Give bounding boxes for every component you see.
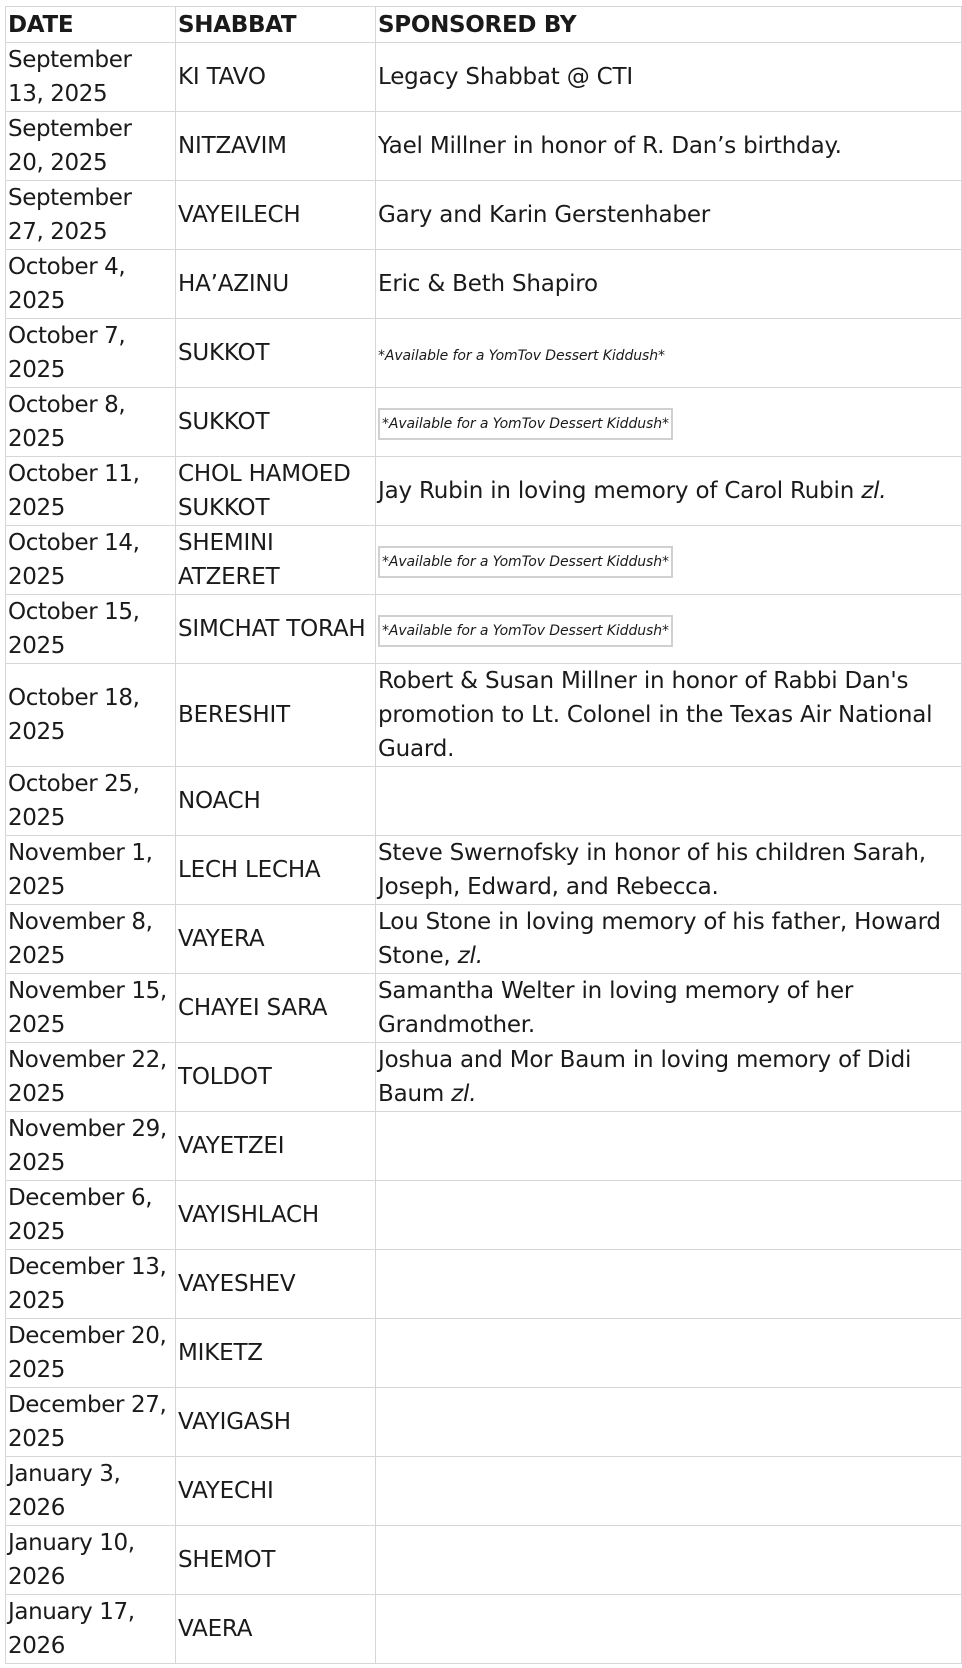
date-cell[interactable]: September 27, 2025 [6, 181, 176, 250]
shabbat-cell[interactable]: VAYERA [176, 905, 376, 974]
table-row [6, 905, 962, 974]
shabbat-cell[interactable]: VAYEILECH [176, 181, 376, 250]
table-row [6, 664, 962, 767]
shabbat-cell[interactable]: BERESHIT [176, 664, 376, 767]
table-row [6, 181, 962, 250]
date-cell[interactable]: September 13, 2025 [6, 43, 176, 112]
shabbat-cell[interactable]: SIMCHAT TORAH [176, 595, 376, 664]
date-cell[interactable]: October 4, 2025 [6, 250, 176, 319]
date-cell[interactable]: November 1, 2025 [6, 836, 176, 905]
shabbat-cell[interactable]: VAERA [176, 1595, 376, 1664]
sponsor-text: Yael Millner in honor of R. Dan’s birthday. [378, 133, 842, 159]
sponsor-cell[interactable] [376, 1595, 962, 1664]
table-row [6, 1526, 962, 1595]
sponsor-cell[interactable] [376, 1388, 962, 1457]
date-cell[interactable]: October 18, 2025 [6, 664, 176, 767]
availability-note: *Available for a YomTov Dessert Kiddush* [378, 546, 673, 578]
table-row [6, 526, 962, 595]
sponsor-text: Legacy Shabbat @ CTI [378, 64, 633, 90]
date-cell[interactable]: January 17, 2026 [6, 1595, 176, 1664]
header-date: DATE [6, 7, 176, 43]
date-cell[interactable]: October 8, 2025 [6, 388, 176, 457]
shabbat-cell[interactable]: HA’AZINU [176, 250, 376, 319]
table-row [6, 595, 962, 664]
table-row [6, 836, 962, 905]
date-cell[interactable]: November 29, 2025 [6, 1112, 176, 1181]
sponsor-cell[interactable] [376, 112, 962, 181]
sponsor-text: Samantha Welter in loving memory of her Grandmother. [378, 978, 854, 1038]
header-shabbat: SHABBAT [176, 7, 376, 43]
date-cell[interactable]: October 7, 2025 [6, 319, 176, 388]
table-row [6, 1457, 962, 1526]
sponsor-text: Eric & Beth Shapiro [378, 271, 598, 297]
date-cell[interactable]: October 14, 2025 [6, 526, 176, 595]
table-row [6, 1388, 962, 1457]
sponsor-cell[interactable] [376, 43, 962, 112]
sponsor-text: Gary and Karin Gerstenhaber [378, 202, 711, 228]
sponsor-cell[interactable] [376, 664, 962, 767]
sponsor-cell[interactable] [376, 181, 962, 250]
shabbat-cell[interactable]: VAYECHI [176, 1457, 376, 1526]
date-cell[interactable]: January 10, 2026 [6, 1526, 176, 1595]
shabbat-cell[interactable]: MIKETZ [176, 1319, 376, 1388]
table-row [6, 1319, 962, 1388]
sponsor-cell[interactable] [376, 905, 962, 974]
date-cell[interactable]: January 3, 2026 [6, 1457, 176, 1526]
table-row [6, 112, 962, 181]
table-row [6, 388, 962, 457]
availability-note: *Available for a YomTov Dessert Kiddush* [378, 615, 673, 647]
shabbat-cell[interactable]: SHEMOT [176, 1526, 376, 1595]
shabbat-cell[interactable]: SUKKOT [176, 388, 376, 457]
sponsor-cell[interactable] [376, 974, 962, 1043]
shabbat-cell[interactable]: NOACH [176, 767, 376, 836]
sponsor-cell[interactable] [376, 388, 962, 457]
sponsor-cell[interactable] [376, 526, 962, 595]
kiddush-sponsor-table [5, 6, 962, 1664]
sponsor-cell[interactable] [376, 1043, 962, 1112]
shabbat-cell[interactable]: NITZAVIM [176, 112, 376, 181]
shabbat-cell[interactable]: TOLDOT [176, 1043, 376, 1112]
sponsor-text: Joshua and Mor Baum in loving memory of Didi Baum [378, 1047, 912, 1107]
sponsor-text: Robert & Susan Millner in honor of Rabbi Dan's promotion to Lt. Colonel in the Texas Air National Guard. [378, 668, 933, 762]
date-cell[interactable]: October 11, 2025 [6, 457, 176, 526]
zl-suffix: zl. [457, 943, 483, 969]
shabbat-cell[interactable]: LECH LECHA [176, 836, 376, 905]
sponsorship-sheet [5, 6, 961, 1664]
availability-note: *Available for a YomTov Dessert Kiddush* [378, 348, 665, 364]
date-cell[interactable]: September 20, 2025 [6, 112, 176, 181]
table-row [6, 250, 962, 319]
sponsor-cell[interactable] [376, 1319, 962, 1388]
table-row [6, 319, 962, 388]
table-row [6, 1043, 962, 1112]
table-row [6, 974, 962, 1043]
table-row [6, 1181, 962, 1250]
sponsor-cell[interactable] [376, 319, 962, 388]
sponsor-text: Jay Rubin in loving memory of Carol Rubin [378, 478, 862, 504]
table-row [6, 457, 962, 526]
sponsor-cell[interactable] [376, 1181, 962, 1250]
sponsor-cell[interactable] [376, 1457, 962, 1526]
table-row [6, 1112, 962, 1181]
header-sponsored-by: SPONSORED BY [376, 7, 962, 43]
date-cell[interactable]: December 6, 2025 [6, 1181, 176, 1250]
date-cell[interactable]: November 15, 2025 [6, 974, 176, 1043]
shabbat-cell[interactable]: VAYIGASH [176, 1388, 376, 1457]
shabbat-cell[interactable]: SHEMINI ATZERET [176, 526, 376, 595]
date-cell[interactable]: December 20, 2025 [6, 1319, 176, 1388]
date-cell[interactable]: November 22, 2025 [6, 1043, 176, 1112]
table-row [6, 1595, 962, 1664]
sponsor-cell[interactable] [376, 767, 962, 836]
sponsor-cell[interactable] [376, 836, 962, 905]
table-row [6, 43, 962, 112]
sponsor-text: Lou Stone in loving memory of his father, Howard Stone, [378, 909, 941, 969]
table-row [6, 1250, 962, 1319]
shabbat-cell[interactable]: KI TAVO [176, 43, 376, 112]
sponsor-cell[interactable] [376, 250, 962, 319]
date-cell[interactable]: December 27, 2025 [6, 1388, 176, 1457]
shabbat-cell[interactable]: CHOL HAMOED SUKKOT [176, 457, 376, 526]
sponsor-cell[interactable] [376, 1112, 962, 1181]
sponsor-cell[interactable] [376, 595, 962, 664]
shabbat-cell[interactable]: VAYESHEV [176, 1250, 376, 1319]
sponsor-cell[interactable] [376, 1250, 962, 1319]
availability-note: *Available for a YomTov Dessert Kiddush* [378, 408, 673, 440]
shabbat-cell[interactable]: CHAYEI SARA [176, 974, 376, 1043]
sponsor-text: Steve Swernofsky in honor of his children Sarah, Joseph, Edward, and Rebecca. [378, 840, 926, 900]
date-cell[interactable]: November 8, 2025 [6, 905, 176, 974]
zl-suffix: zl. [451, 1081, 477, 1107]
date-cell[interactable]: December 13, 2025 [6, 1250, 176, 1319]
date-cell[interactable]: October 25, 2025 [6, 767, 176, 836]
sponsor-cell[interactable] [376, 1526, 962, 1595]
date-cell[interactable]: October 15, 2025 [6, 595, 176, 664]
shabbat-cell[interactable]: VAYISHLACH [176, 1181, 376, 1250]
header-row [6, 7, 962, 43]
zl-suffix: zl. [861, 478, 887, 504]
shabbat-cell[interactable]: SUKKOT [176, 319, 376, 388]
table-row [6, 767, 962, 836]
sponsor-cell[interactable] [376, 457, 962, 526]
shabbat-cell[interactable]: VAYETZEI [176, 1112, 376, 1181]
